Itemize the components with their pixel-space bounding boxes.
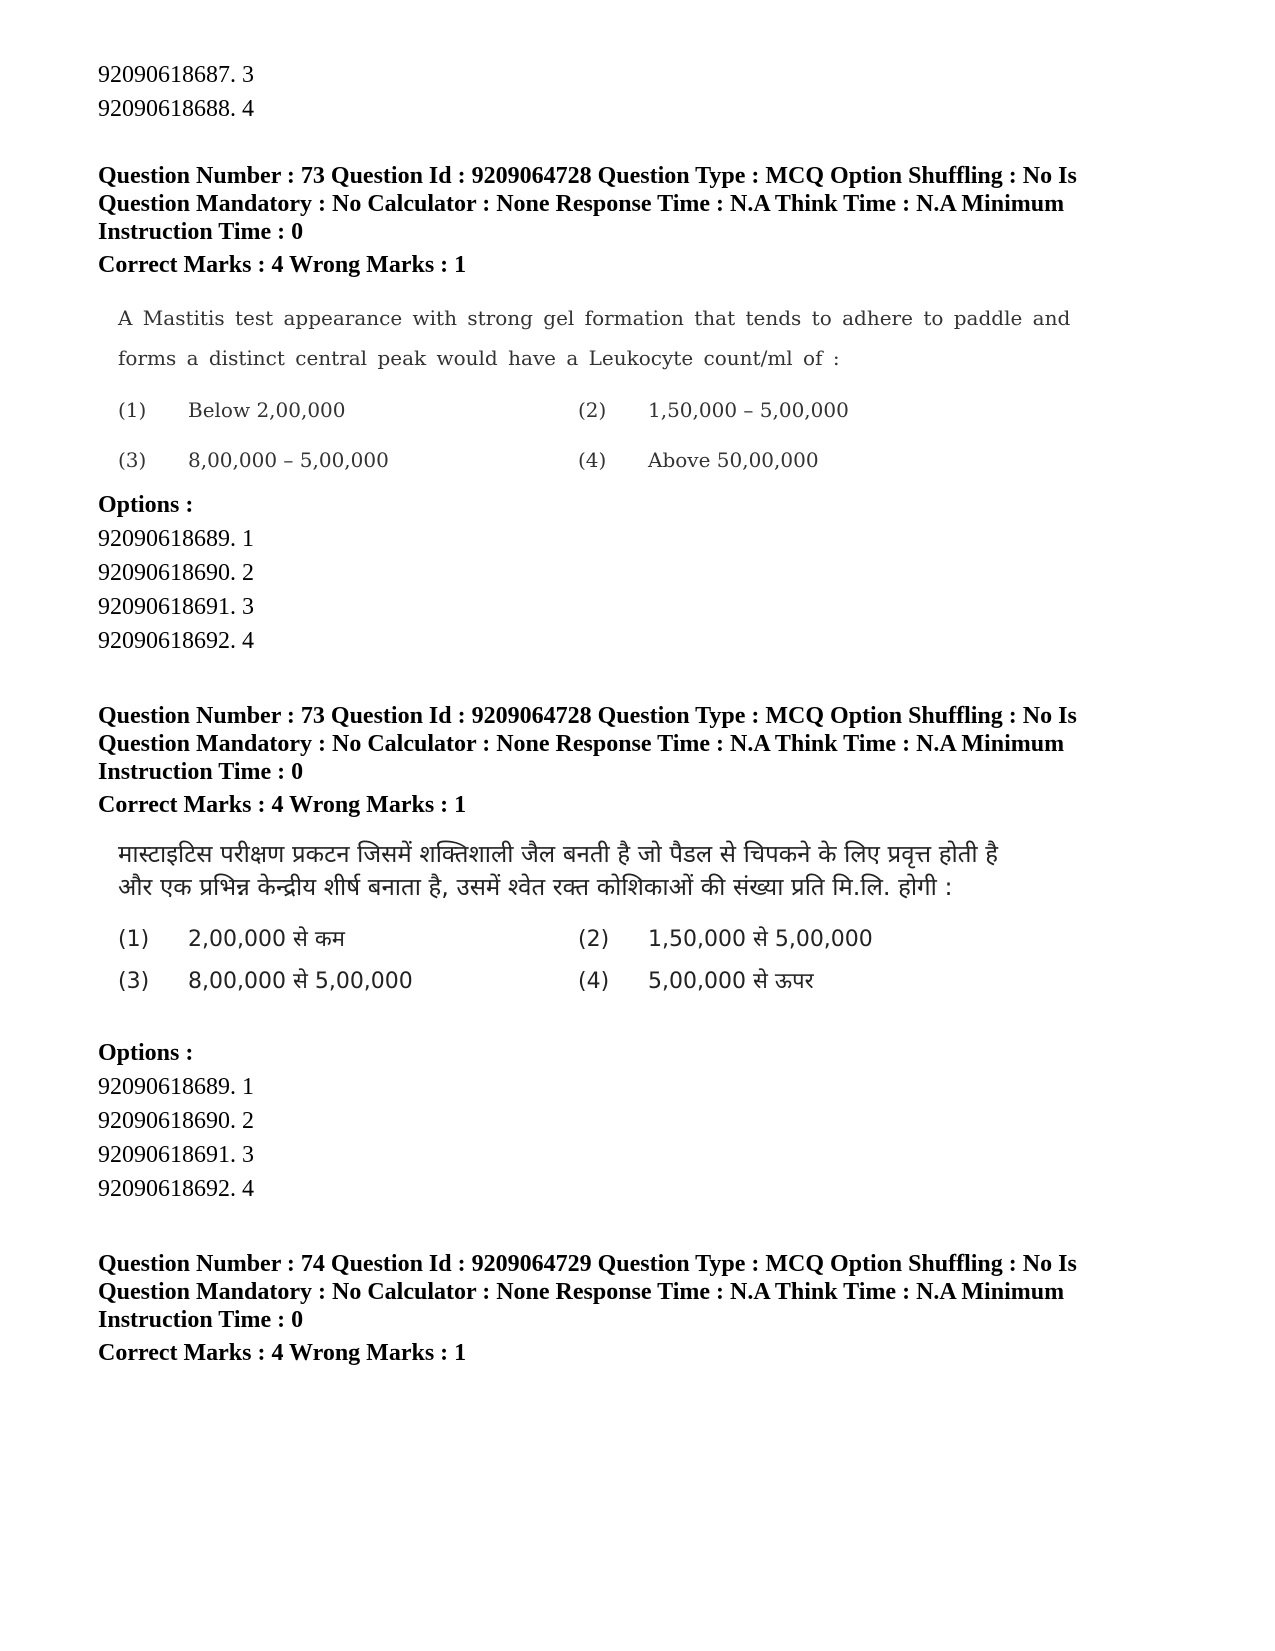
choice-number: (3) (118, 448, 147, 472)
question-block-74 (98, 1250, 1188, 1370)
options-heading: Options : (98, 492, 194, 518)
option-line: 92090618690. 2 (98, 1108, 254, 1134)
choice-number: (1) (118, 927, 150, 952)
answer-choice (118, 968, 578, 996)
choice-text: Below 2,00,000 (188, 398, 346, 422)
option-line: 92090618690. 2 (98, 560, 254, 586)
document-page (98, 58, 1188, 1370)
choice-text: Above 50,00,000 (648, 448, 819, 472)
answer-choices (118, 926, 1128, 996)
option-line: 92090618688. 4 (98, 96, 254, 122)
question-text-line: forms a distinct central peak would have a Leukocyte count/ml of : (118, 346, 840, 370)
choice-text: 2,00,000 से कम (188, 927, 345, 952)
choice-number: (1) (118, 398, 147, 422)
choice-text: 1,50,000 से 5,00,000 (648, 927, 873, 952)
question-text-line: और एक प्रभिन्न केन्द्रीय शीर्ष बनाता है, उसमें श्वेत रक्त कोशिकाओं की संख्या प्रति मि.लि. होगी : (118, 873, 953, 901)
question-meta: Question Number : 73 Question Id : 9209064728 Question Type : MCQ Option Shuffling : No Is Question Mandatory : No Calculator : None Response Time : N.A Think Time : N.A Minimum Instruction Time : 0 (98, 703, 1077, 785)
question-text-line: मास्टाइटिस परीक्षण प्रकटन जिसमें शक्तिशाली जैल बनती है जो पैडल से चिपकने के लिए प्रवृत्त होती है (118, 840, 998, 868)
answer-choice (118, 396, 578, 424)
question-marks: Correct Marks : 4 Wrong Marks : 1 (98, 792, 467, 818)
choice-number: (4) (578, 448, 607, 472)
answer-choices (118, 396, 1128, 474)
choice-text: 1,50,000 – 5,00,000 (648, 398, 849, 422)
choice-number: (2) (578, 398, 607, 422)
answer-choice (118, 926, 578, 954)
option-line: 92090618692. 4 (98, 628, 254, 654)
choice-text: 8,00,000 से 5,00,000 (188, 969, 413, 994)
option-line: 92090618691. 3 (98, 1142, 254, 1168)
question-meta: Question Number : 74 Question Id : 9209064729 Question Type : MCQ Option Shuffling : No Is Question Mandatory : No Calculator : None Response Time : N.A Think Time : N.A Minimum Instruction Time : 0 (98, 1251, 1077, 1333)
choice-text: 8,00,000 – 5,00,000 (188, 448, 389, 472)
question-block-73-hindi (98, 702, 1188, 1206)
option-line: 92090618691. 3 (98, 594, 254, 620)
choice-number: (2) (578, 927, 610, 952)
option-line: 92090618687. 3 (98, 62, 254, 88)
question-meta: Question Number : 73 Question Id : 9209064728 Question Type : MCQ Option Shuffling : No Is Question Mandatory : No Calculator : None Response Time : N.A Think Time : N.A Minimum Instruction Time : 0 (98, 163, 1077, 245)
question-image (118, 298, 1128, 474)
answer-choice (578, 926, 1038, 954)
option-line: 92090618689. 1 (98, 1074, 254, 1100)
answer-choice (118, 446, 578, 474)
choice-number: (3) (118, 969, 150, 994)
choice-text: 5,00,000 से ऊपर (648, 969, 814, 994)
question-block-73-english (98, 162, 1188, 658)
option-line: 92090618692. 4 (98, 1176, 254, 1202)
choice-number: (4) (578, 969, 610, 994)
answer-choice (578, 968, 1038, 996)
answer-choice (578, 446, 1038, 474)
question-marks: Correct Marks : 4 Wrong Marks : 1 (98, 252, 467, 278)
option-line: 92090618689. 1 (98, 526, 254, 552)
question-marks: Correct Marks : 4 Wrong Marks : 1 (98, 1340, 467, 1366)
answer-choice (578, 396, 1038, 424)
options-heading: Options : (98, 1040, 194, 1066)
question-text-line: A Mastitis test appearance with strong gel formation that tends to adhere to paddle and (118, 306, 1071, 330)
question-image (118, 838, 1128, 996)
